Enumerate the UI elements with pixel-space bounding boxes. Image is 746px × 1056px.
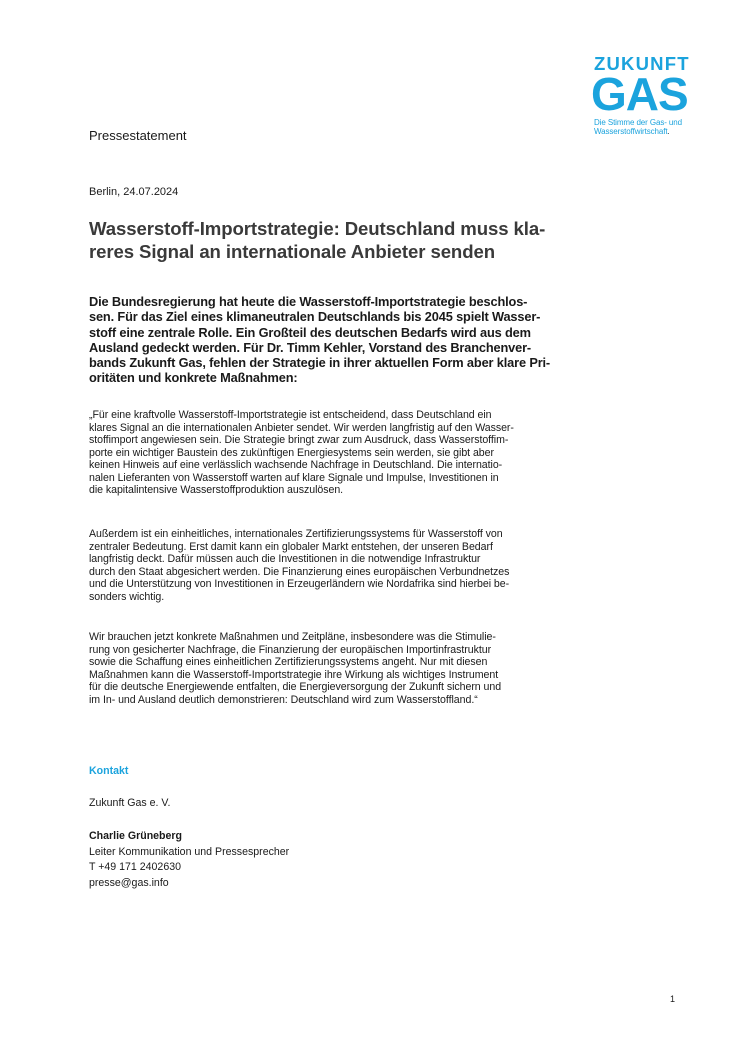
lead-line: Ausland gedeckt werden. Für Dr. Timm Kehler, Vorstand des Branchenver-	[89, 339, 532, 355]
headline	[89, 217, 579, 263]
zukunft-gas-logo	[588, 55, 698, 136]
logo-tagline-line-2	[594, 127, 698, 136]
quote-line: „Für eine kraftvolle Wasserstoff-Importstrategie ist entscheidend, dass Deutschland ein	[89, 409, 492, 421]
quote-line: für die deutsche Energiewende entfalten, die Energieversorgung der Zukunft sichern und	[89, 681, 502, 693]
quote-line: Wir brauchen jetzt konkrete Maßnahmen und Zeitpläne, insbesondere was die Stimulie-	[89, 631, 496, 643]
contact-phone[interactable]: T +49 171 2402630	[89, 861, 181, 873]
logo-tagline	[588, 118, 698, 136]
lead-paragraph	[89, 294, 577, 386]
quote-line: porte ein wichtiger Baustein des zukünftigen Energiesystems sein werden, sie gibt aber	[89, 446, 494, 459]
quote-line: keinen Hinweis auf eine verlässlich wachsende Nachfrage in Deutschland. Die internatio-	[89, 459, 503, 471]
lead-line: Die Bundesregierung hat heute die Wasserstoff-Importstrategie beschlos-	[89, 294, 528, 309]
contact-email-link[interactable]: presse@gas.info	[89, 876, 169, 889]
quote-line: durch den Staat abgesichert werden. Die Finanzierung eines europäischen Verbundnetzes	[89, 565, 510, 578]
quote-line: stoffimport angewiesen sein. Die Strategie bringt zwar zum Ausdruck, dass Wasserstoffim-	[89, 434, 509, 446]
quote-line: die kapitalintensive Wasserstoffproduktion auszulösen.	[89, 484, 344, 496]
quote-line: Außerdem ist ein einheitliches, internationales Zertifizierungssystems für Wasserstoff von	[89, 528, 503, 540]
quote-paragraph-2	[89, 528, 579, 603]
lead-line: stoff eine zentrale Rolle. Ein Großteil des deutschen Bedarfs wird aus dem	[89, 324, 531, 340]
contact-organization: Zukunft Gas e. V.	[89, 797, 171, 809]
quote-line: rung von gesicherter Nachfrage, die Finanzierung der europäischen Importinfrastruktur	[89, 643, 492, 656]
quote-line: und die Unterstützung von Investitionen in Erzeugerländern wie Nordafrika sind hierbei be-	[89, 578, 510, 590]
quote-paragraph-3	[89, 631, 579, 706]
contact-heading: Kontakt	[89, 765, 129, 777]
quote-line: sonders wichtig.	[89, 590, 165, 603]
quote-line: klares Signal an die internationalen Anbieter sendet. Wir werden langfristig auf den Wasser-	[89, 421, 514, 434]
quote-line: zentraler Bedeutung. Erst damit kann ein globaler Markt entstehen, der unseren Bedarf	[89, 540, 493, 553]
contact-person	[89, 829, 289, 891]
quote-line: nalen Lieferanten von Wasserstoff warten auf klare Signale und Impulse, Investitionen in	[89, 471, 499, 484]
logo-tagline-dot: .	[667, 127, 670, 136]
quote-line: langfristig deckt. Dafür müssen auch die Investitionen in die notwendige Infrastruktur	[89, 553, 481, 565]
quote-line: im In- und Ausland deutlich demonstrieren: Deutschland wird zum Wasserstoffland.“	[89, 693, 478, 706]
lead-line: bands Zukunft Gas, fehlen der Strategie in ihrer aktuellen Form aber klare Pri-	[89, 355, 551, 371]
page-number: 1	[670, 994, 676, 1004]
headline-line: Wasserstoff-Importstrategie: Deutschland muss kla-	[89, 218, 546, 239]
quote-line: sowie die Schaffung eines einheitlichen Zertifizierungssystems angeht. Nur mit diesen	[89, 656, 488, 668]
contact-name: Charlie Grüneberg	[89, 830, 183, 842]
quote-line: Maßnahmen kann die Wasserstoff-Importstrategie ihre Wirkung als wichtiges Instrument	[89, 668, 499, 681]
headline-line: reres Signal an internationale Anbieter senden	[89, 241, 495, 262]
logo-tagline-line-2-text: Wasserstoffwirtschaft	[594, 127, 668, 136]
logo-wordmark-top: ZUKUNFT	[594, 53, 690, 74]
place-date: Berlin, 24.07.2024	[89, 186, 179, 198]
logo-tagline-line-1: Die Stimme der Gas- und	[594, 118, 682, 127]
lead-line: oritäten und konkrete Maßnahmen:	[89, 370, 298, 386]
lead-line: sen. Für das Ziel eines klimaneutralen Deutschlands bis 2045 spielt Wasser-	[89, 309, 541, 325]
quote-paragraph-1	[89, 409, 579, 497]
logo-wordmark-main: GAS	[591, 68, 688, 120]
document-type: Pressestatement	[89, 128, 187, 143]
contact-role: Leiter Kommunikation und Pressesprecher	[89, 845, 290, 858]
